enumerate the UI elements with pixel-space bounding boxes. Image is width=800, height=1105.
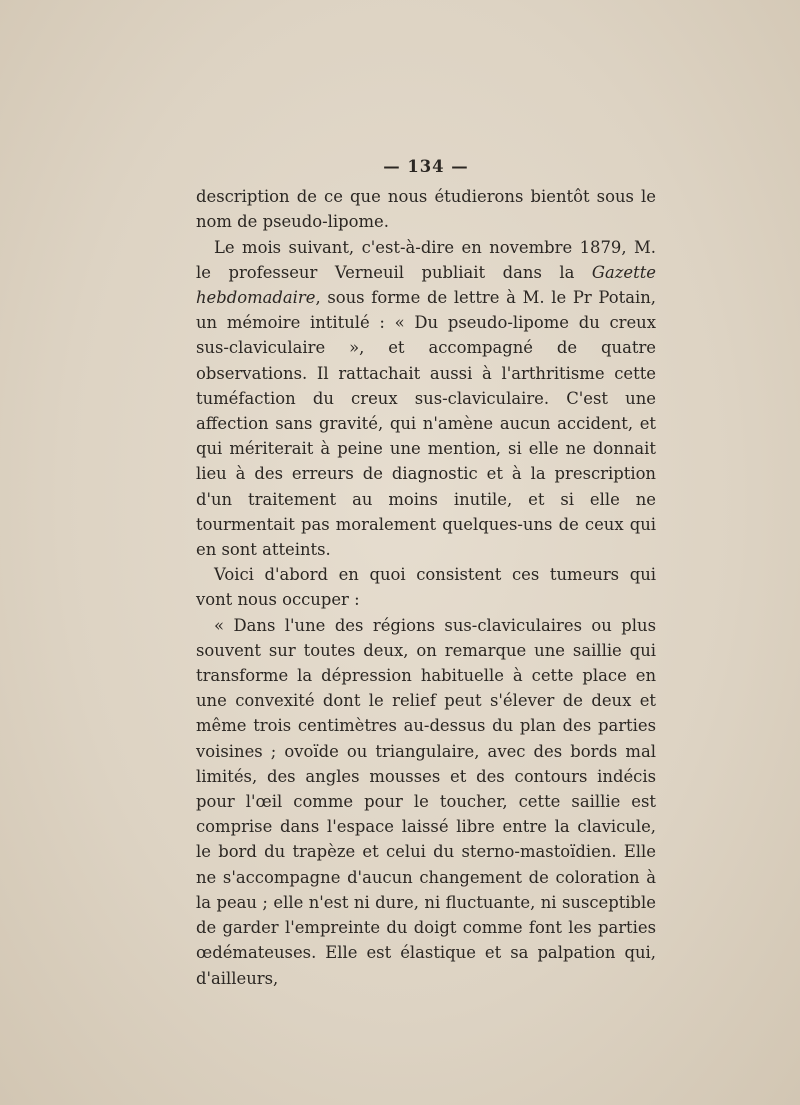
paragraph-verneuil (196, 235, 656, 563)
paragraph-verneuil-end: , sous forme de lettre à M. le Pr Potain, un mémoire intitulé : « Du pseudo-lipome du creux sus-claviculaire », et accompagné de quatre observations. Il rattachait aussi à l'arthritisme cette tuméfaction du creux sus-claviculaire. C'est une affection sans gravité, qui n'amène aucun accident, et qui mériterait à peine une mention, si elle ne donnait lieu à des erreurs de diagnostic et à la prescription d'un traitement au moins inutile, et si elle ne tourmentait pas moralement quelques-uns de ceux qui en sont atteints. (196, 288, 656, 560)
journal-title: Gazette hebdomadaire (196, 262, 656, 308)
paragraph-quotation: « Dans l'une des régions sus-claviculaires ou plus souvent sur toutes deux, on remarque une saillie qui transforme la dépression habituelle à cette place en une convexité dont le relief peut s'élever de deux et même trois centimètres au-dessus du plan des parties voisines ; ovoïde ou triangulaire, avec des bords mal limités, des angles mousses et des contours indécis pour l'œil comme pour le toucher, cette saillie est comprise dans l'espace laissé libre entre la clavicule, le bord du trapèze et celui du sterno-mastoïdien. Elle ne s'accompagne d'aucun changement de coloration à la peau ; elle n'est ni dure, ni fluctuante, ni susceptible de garder l'empreinte du doigt comme font les parties œdémateuses. Elle est élastique et sa palpation qui, d'ailleurs, (196, 615, 656, 988)
text-block (196, 154, 656, 991)
paragraph-intro: Voici d'abord en quoi consistent ces tumeurs qui vont nous occuper : (196, 565, 656, 610)
paragraph-continuation: description de ce que nous étudierons bientôt sous le nom de pseudo-lipome. (196, 187, 656, 232)
page-number: — 134 — (383, 157, 469, 176)
paragraph-verneuil-start: Le mois suivant, c'est-à-dire en novembre 1879, M. le professeur Verneuil publiait dans la (196, 237, 656, 282)
